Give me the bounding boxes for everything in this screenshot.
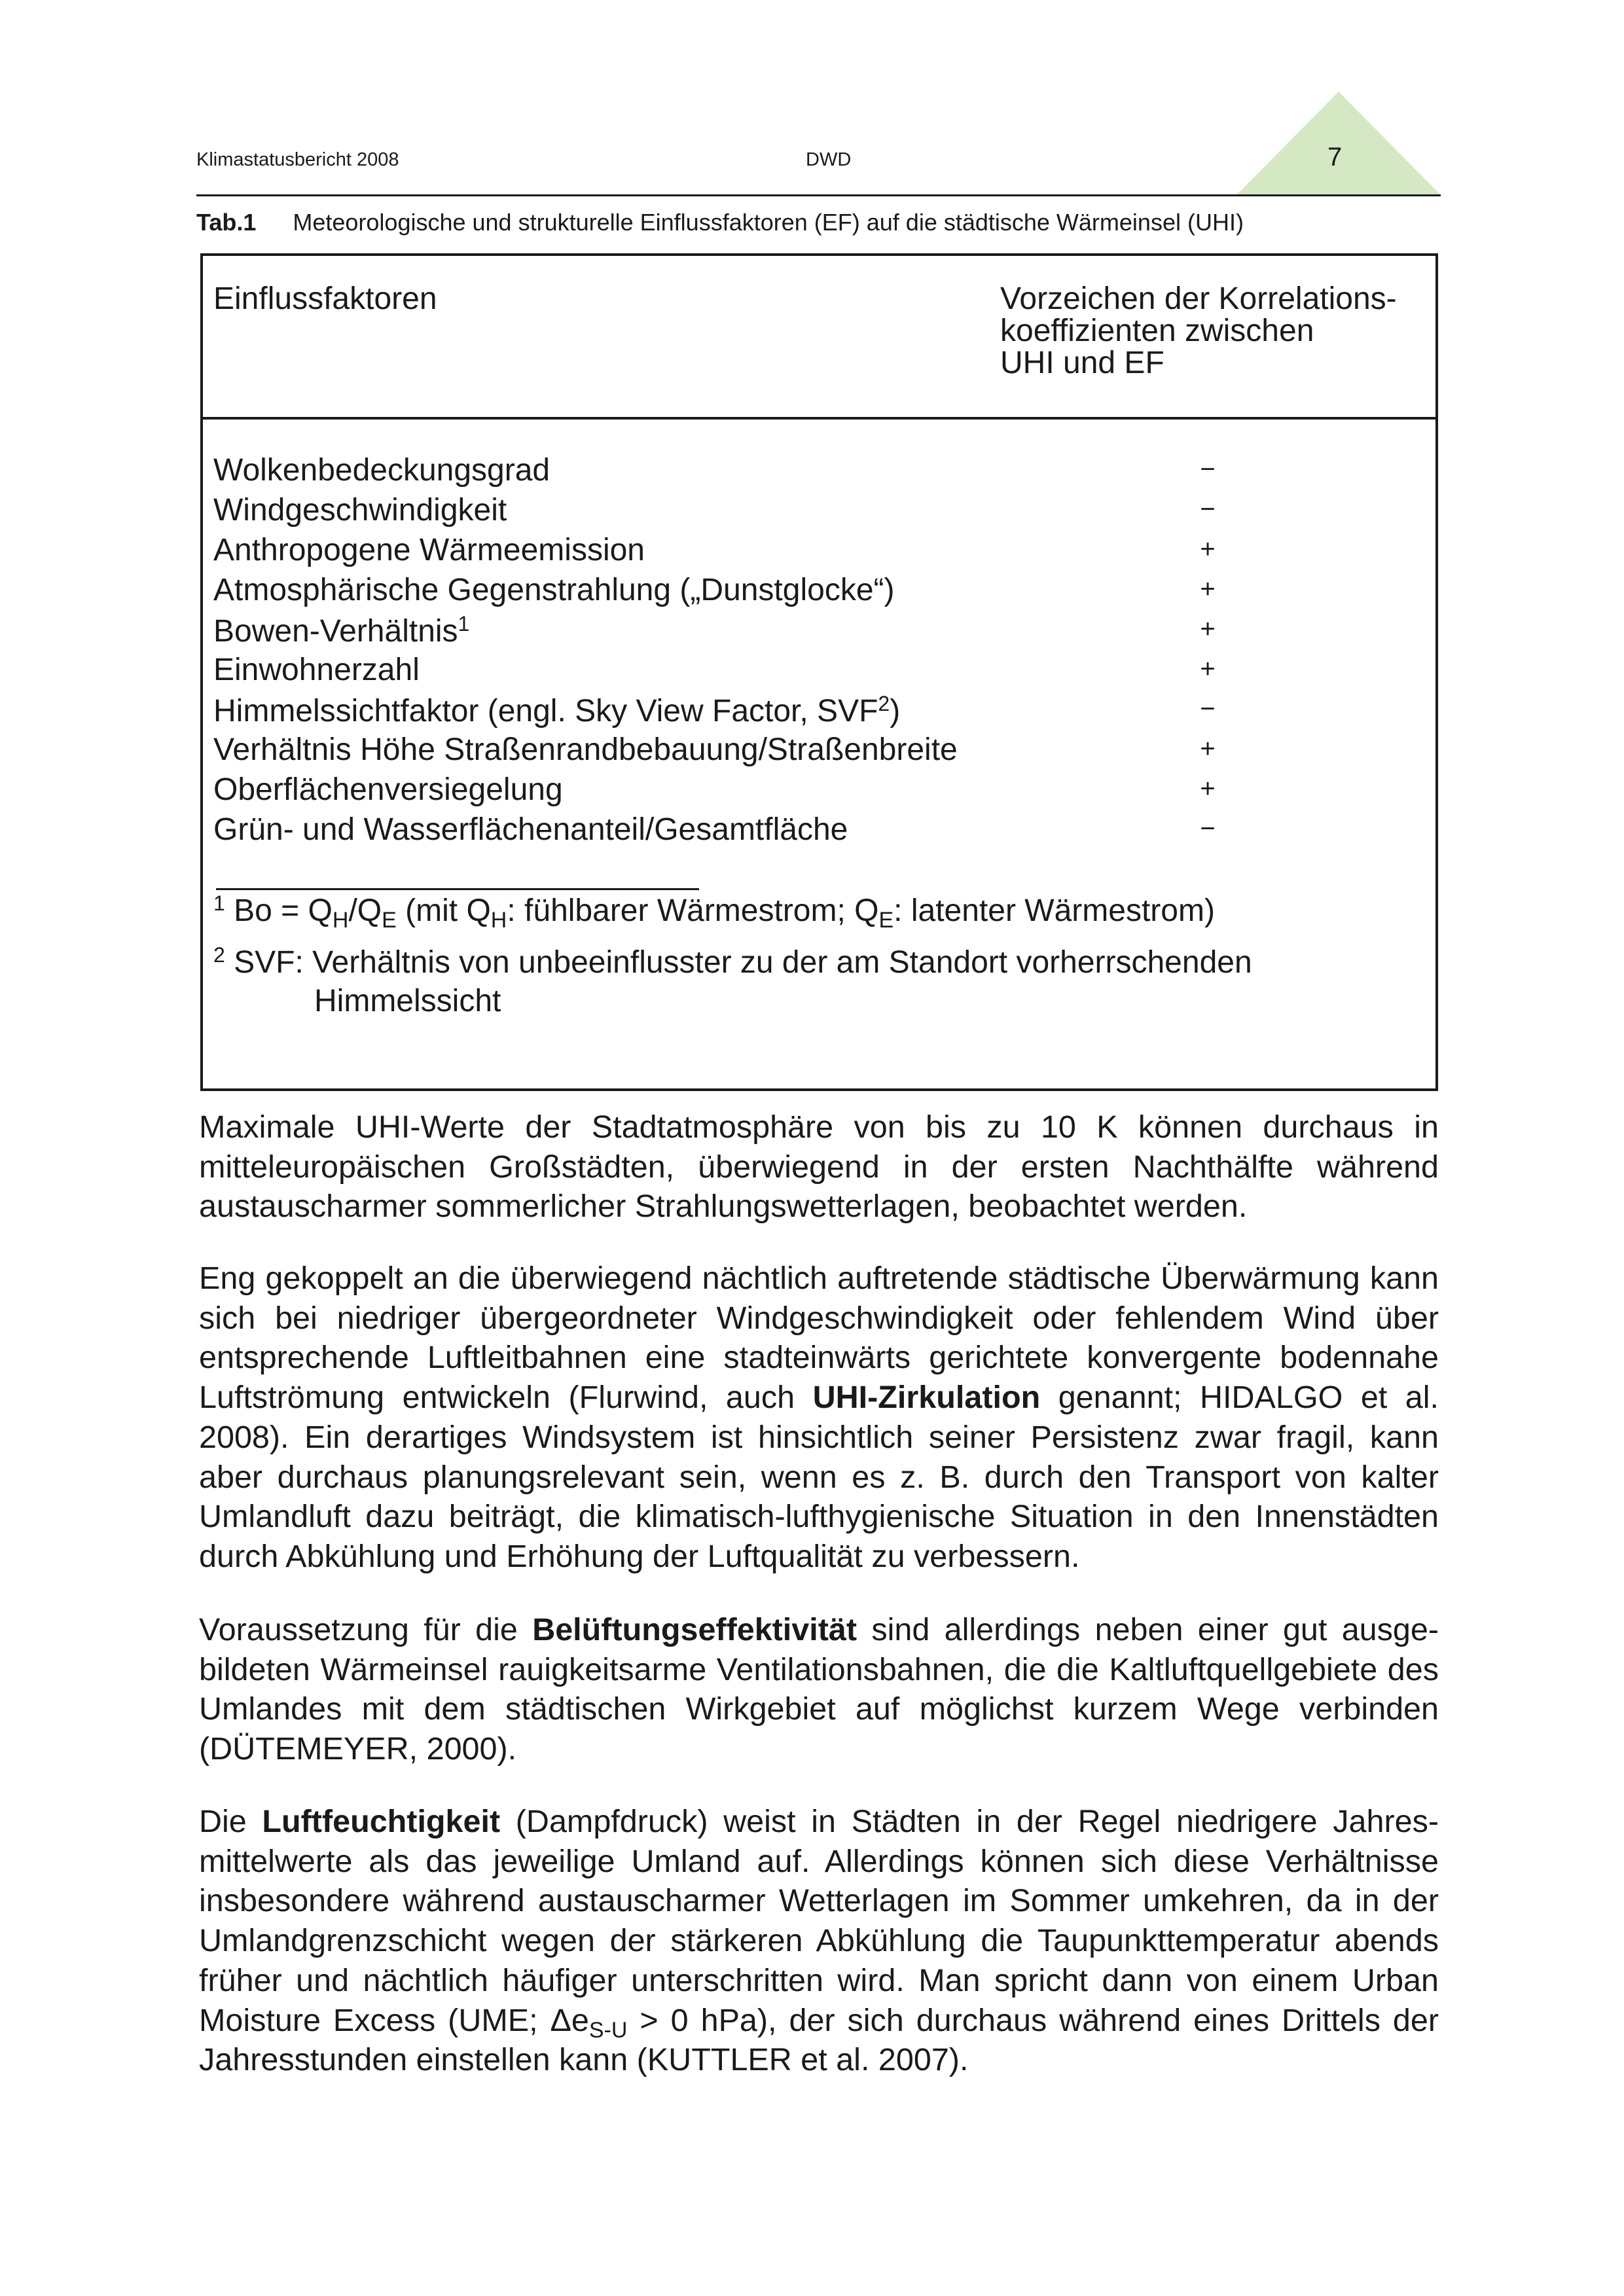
table-row-sign: + bbox=[1200, 535, 1216, 564]
table-row-sign: + bbox=[1200, 734, 1216, 763]
table-row-sign: − bbox=[1200, 495, 1216, 524]
paragraph-uhi-circulation: Eng gekoppelt an die überwiegend nächtlich auftretende städtische Überwärmung kann sich bei niedriger übergeordneter Windgeschwindigkeit oder fehlendem Wind über entsprechende Luftleitbahnen eine stadteinwärts gerichtete konvergente bodennahe Luftströmung entwickeln (Flurwind, auch UHI-Zirkulation genannt; HIDALGO et al. 2008). Ein derartiges Windsystem ist hinsichtlich seiner Persistenz zwar fragil, kann aber durchaus planungsrelevant sein, wenn es z. B. durch den Transport von kalter Umlandluft dazu beiträgt, die klimatisch-lufthygienische Situation in den Innenstädten durch Abkühlung und Erhöhung der Luftqualität zu verbessern. bbox=[199, 1261, 1439, 1574]
paragraph-ventilation: Voraussetzung für die Belüftungseffektivität sind allerdings neben einer gut ausgebildeten Wärmeinsel rauigkeitsarme Ventilationsbahnen, die die Kaltluftquellgebiete des Umlandes mit dem städtischen Wirkgebiet auf möglichst kurzem Wege verbinden (DÜTEMEYER, 2000). bbox=[199, 1612, 1439, 1767]
term-belueftungseffektivitaet: Belüftungseffektivität bbox=[532, 1612, 857, 1647]
table-row-sign: + bbox=[1200, 774, 1216, 803]
table-header-rule bbox=[200, 417, 1438, 420]
table-row-sign: − bbox=[1200, 814, 1216, 843]
page-number: 7 bbox=[1327, 143, 1343, 171]
header-rule bbox=[196, 194, 1441, 196]
footnote-mark: 1 bbox=[458, 612, 470, 636]
table-header-sign: Vorzeichen der Korrelations- koeffizienten zwischen UHI und EF bbox=[1000, 281, 1397, 380]
footnote-mark: 2 bbox=[878, 692, 890, 715]
running-header-publisher: DWD bbox=[806, 149, 852, 170]
footnote-2: $^2$ SVF: Verhältnis von unbeeinflusster zu der am Standort vorherrschenden bbox=[213, 943, 1252, 980]
table-row-sign: + bbox=[1200, 575, 1216, 603]
table-row-name: Windgeschwindigkeit bbox=[213, 493, 507, 528]
term-uhi-zirkulation: UHI-Zirkulation bbox=[812, 1380, 1041, 1416]
table-row-name: Atmosphärische Gegenstrahlung („Dunstglocke“) bbox=[213, 573, 895, 607]
table-caption bbox=[196, 209, 1244, 236]
table-row-sign: − bbox=[1200, 455, 1216, 484]
paragraph-uhi-values: Maximale UHI-Werte der Stadtatmosphäre von bis zu 10 K können durchaus in mitteleuropäischen Großstädten, überwiegend in der ersten Nachthälfte während austauscharmer sommerlicher Strahlungswetterlagen, beobachtet werden. bbox=[199, 1109, 1439, 1225]
table-row-sign: + bbox=[1200, 655, 1216, 683]
table-row-sign: + bbox=[1200, 615, 1216, 643]
footnote-1: $^1$ $Bo = Q_H/Q_E$ (mit $Q_H$: fühlbarer Wärmestrom; $Q_E$: latenter Wärmestrom) bbox=[213, 891, 1215, 933]
table-row-name: Oberflächenversiegelung bbox=[213, 772, 563, 807]
paragraph-humidity: Die Luftfeuchtigkeit (Dampfdruck) weist in Städten in der Regel niedrigere Jahresmittelwerte als das jeweilige Umland auf. Allerdings können sich diese Verhältnisse insbesondere während austauscharmer Wetterlagen im Sommer umkehren, da in der Umlandgrenzschicht wegen der stärkeren Abkühlung die Taupunkttemperatur abends früher und nächtlich häufiger unterschritten wird. Man spricht dann von einem Urban Moisture Excess (UME; $\Delta e_{S-U} > 0$ hPa), der sich durchaus während eines Drittels der Jahresstunden einstellen kann (KUTTLER et al. 2007). bbox=[199, 1804, 1439, 2078]
table-caption-label: Tab.1 bbox=[196, 209, 257, 236]
table-row-name: Einwohnerzahl bbox=[213, 653, 420, 687]
footnote-2-continuation: Himmelssicht bbox=[314, 984, 501, 1018]
table-row-name: Himmelssichtfaktor (engl. Sky View Factor, SVF$^2$) bbox=[213, 692, 901, 728]
table-row-name: Bowen-Verhältnis$^1$ bbox=[213, 612, 470, 649]
footnote-rule bbox=[216, 888, 699, 890]
table-row-name: Verhältnis Höhe Straßenrandbebauung/Straßenbreite bbox=[213, 732, 958, 767]
table-caption-text: Meteorologische und strukturelle Einflussfaktoren (EF) auf die städtische Wärmeinsel (UHI) bbox=[293, 209, 1244, 236]
table-row-name: Wolkenbedeckungsgrad bbox=[213, 453, 550, 488]
table-row-name: Anthropogene Wärmeemission bbox=[213, 533, 645, 567]
term-luftfeuchtigkeit: Luftfeuchtigkeit bbox=[262, 1804, 501, 1839]
table-row-name: Grün- und Wasserflächenanteil/Gesamtfläche bbox=[213, 812, 848, 847]
table-header-factors: Einflussfaktoren bbox=[213, 281, 437, 316]
running-header-title: Klimastatusbericht 2008 bbox=[196, 149, 399, 170]
table-row-sign: − bbox=[1200, 694, 1216, 723]
